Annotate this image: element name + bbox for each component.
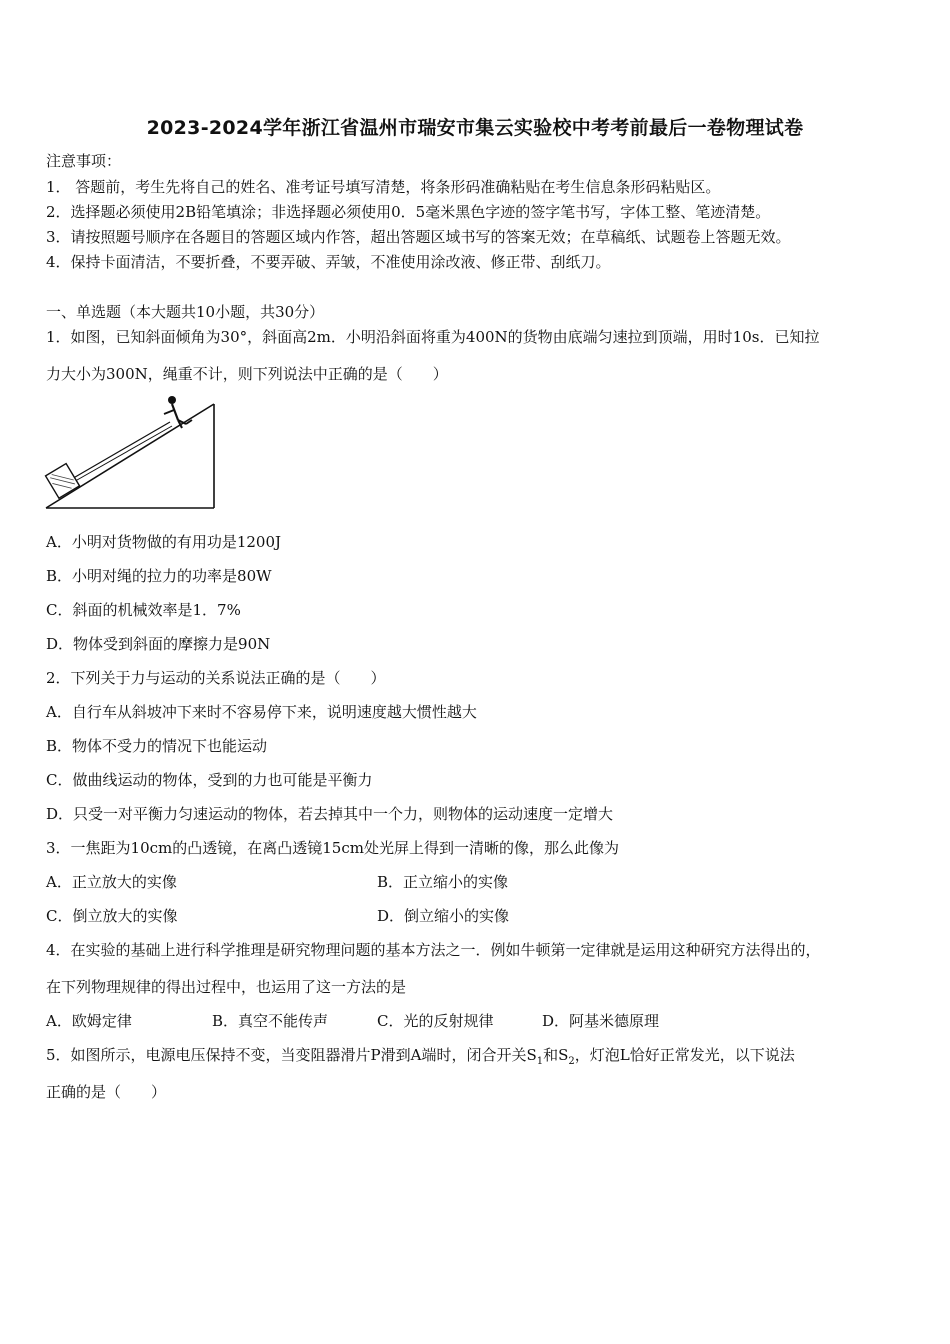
q1-stem-line2: 力大小为300N，绳重不计，则下列说法中正确的是（ ） bbox=[46, 365, 448, 383]
q5-stem-line1 bbox=[46, 1045, 795, 1072]
section-heading: 一、单选题（本大题共10小题，共30分） bbox=[46, 303, 325, 321]
notice-item-3: 3．请按照题号顺序在各题目的答题区域内作答，超出答题区域书写的答案无效；在草稿纸、试题卷上答题无效。 bbox=[46, 228, 791, 246]
q4-option-c: C．光的反射规律 bbox=[377, 1012, 494, 1030]
q1-option-d: D．物体受到斜面的摩擦力是90N bbox=[46, 635, 271, 653]
rope-2 bbox=[70, 426, 172, 484]
page-title: 2023-2024学年浙江省温州市瑞安市集云实验校中考考前最后一卷物理试卷 bbox=[146, 117, 804, 139]
s2-subscript: 2 bbox=[568, 1056, 575, 1067]
incline-slope bbox=[46, 404, 214, 508]
q1-stem-line1: 1．如图，已知斜面倾角为30°，斜面高2m．小明沿斜面将重为400N的货物由底端匀速拉到顶端，用时10s．已知拉 bbox=[46, 328, 820, 346]
q1-option-b: B．小明对绳的拉力的功率是80W bbox=[46, 567, 272, 585]
q2-option-d: D．只受一对平衡力匀速运动的物体，若去掉其中一个力，则物体的运动速度一定增大 bbox=[46, 805, 614, 823]
q2-option-a: A．自行车从斜坡冲下来时不容易停下来，说明速度越大惯性越大 bbox=[46, 703, 477, 721]
cargo-box bbox=[46, 464, 80, 499]
notice-item-1: 1． 答题前，考生先将自己的姓名、准考证号填写清楚，将条形码准确粘贴在考生信息条形码粘贴区。 bbox=[46, 178, 721, 196]
q4-stem-line1: 4．在实验的基础上进行科学推理是研究物理问题的基本方法之一．例如牛顿第一定律就是运用这种研究方法得出的， bbox=[46, 941, 821, 959]
q4-option-b: B．真空不能传声 bbox=[212, 1012, 329, 1030]
q3-option-b: B．正立缩小的实像 bbox=[377, 873, 509, 891]
q2-stem: 2．下列关于力与运动的关系说法正确的是（ ） bbox=[46, 669, 386, 687]
rope bbox=[70, 422, 170, 480]
q5-stem-part1: 5．如图所示，电源电压保持不变，当变阻器滑片P滑到A端时，闭合开关S bbox=[46, 1046, 537, 1064]
notice-item-2: 2．选择题必须使用2B铅笔填涂；非选择题必须使用0．5毫米黑色字迹的签字笔书写，字体工整、笔迹清楚。 bbox=[46, 203, 771, 221]
q4-stem-line2: 在下列物理规律的得出过程中，也运用了这一方法的是 bbox=[46, 978, 407, 996]
q5-stem-part2: 和S bbox=[543, 1046, 569, 1064]
q2-option-c: C．做曲线运动的物体，受到的力也可能是平衡力 bbox=[46, 771, 373, 789]
q1-option-a: A．小明对货物做的有用功是1200J bbox=[46, 533, 282, 551]
notice-item-4: 4．保持卡面清洁，不要折叠，不要弄破、弄皱，不准使用涂改液、修正带、刮纸刀。 bbox=[46, 253, 611, 271]
s1-subscript: 1 bbox=[536, 1056, 544, 1067]
q5-stem-line2: 正确的是（ ） bbox=[46, 1083, 167, 1101]
q3-option-c: C．倒立放大的实像 bbox=[46, 907, 178, 925]
q1-option-c: C．斜面的机械效率是1．7% bbox=[46, 601, 241, 619]
q3-stem: 3．一焦距为10cm的凸透镜，在离凸透镜15cm处光屏上得到一清晰的像，那么此像为 bbox=[46, 839, 619, 857]
q5-stem-part3: ，灯泡L恰好正常发光，以下说法 bbox=[574, 1046, 795, 1064]
q4-option-d: D．阿基米德原理 bbox=[542, 1012, 660, 1030]
q3-option-a: A．正立放大的实像 bbox=[46, 873, 177, 891]
q4-option-a: A．欧姆定律 bbox=[46, 1012, 132, 1030]
incline-figure bbox=[40, 392, 220, 516]
q2-option-b: B．物体不受力的情况下也能运动 bbox=[46, 737, 268, 755]
notice-heading: 注意事项： bbox=[46, 152, 122, 170]
q3-option-d: D．倒立缩小的实像 bbox=[377, 907, 510, 925]
